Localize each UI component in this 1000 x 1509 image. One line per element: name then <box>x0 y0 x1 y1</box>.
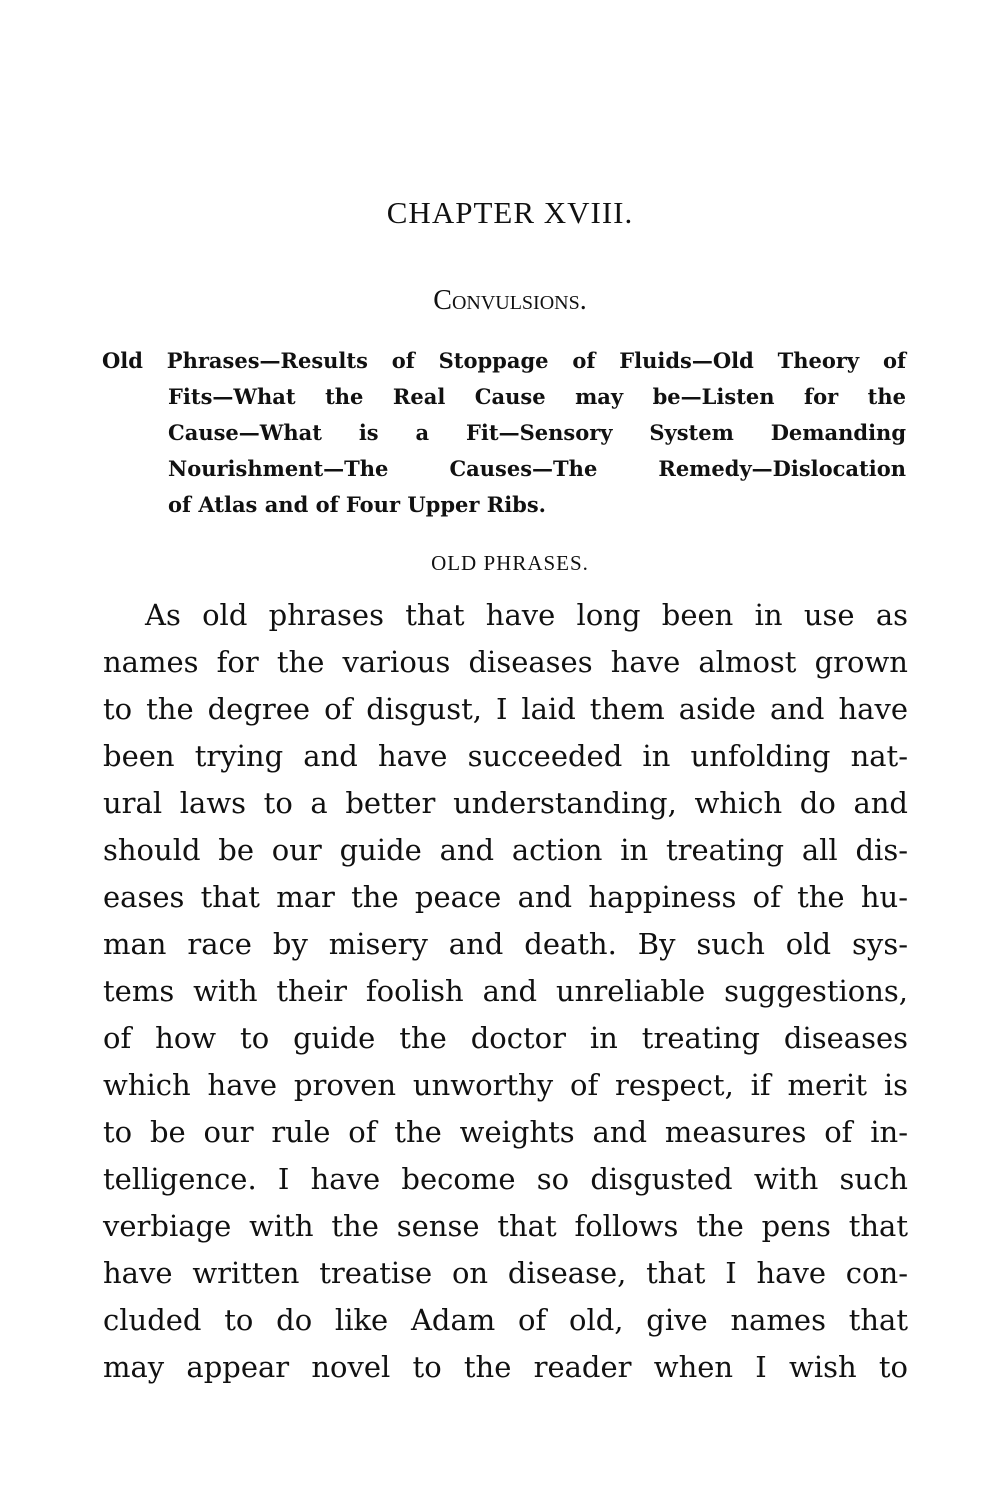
section-heading: OLD PHRASES. <box>431 551 589 575</box>
body-line: should be our guide and action in treating all dis- <box>103 833 908 867</box>
body-line: man race by misery and death. By such old sys- <box>103 927 908 961</box>
body-line: which have proven unworthy of respect, if merit is <box>103 1068 908 1102</box>
body-line: have written treatise on disease, that I have con- <box>103 1256 908 1290</box>
body-line: been trying and have succeeded in unfolding nat- <box>103 739 908 773</box>
body-line: to be our rule of the weights and measures of in- <box>103 1115 908 1149</box>
summary-line: Old Phrases—Results of Stoppage of Fluids—Old Theory of <box>102 348 906 373</box>
body-line: of how to guide the doctor in treating diseases <box>103 1021 908 1055</box>
chapter-title: Convulsions. <box>433 285 587 316</box>
body-line: tems with their foolish and unreliable suggestions, <box>103 974 908 1008</box>
body-line: to the degree of disgust, I laid them aside and have <box>103 692 908 726</box>
chapter-summary <box>102 343 906 523</box>
summary-line: Fits—What the Real Cause may be—Listen for the <box>168 384 906 409</box>
chapter-heading: CHAPTER XVIII. <box>386 195 634 230</box>
summary-line: of Atlas and of Four Upper Ribs. <box>168 492 546 517</box>
body-line: As old phrases that have long been in use as <box>145 598 908 632</box>
body-line: names for the various diseases have almost grown <box>103 645 908 679</box>
body-line: cluded to do like Adam of old, give names that <box>103 1303 908 1337</box>
body-line: telligence. I have become so disgusted with such <box>103 1162 908 1196</box>
summary-line: Nourishment—The Causes—The Remedy—Dislocation <box>168 456 906 481</box>
body-line: ural laws to a better understanding, which do and <box>103 786 908 820</box>
body-text <box>103 592 908 1391</box>
body-line: may appear novel to the reader when I wish to <box>103 1350 908 1384</box>
body-line: eases that mar the peace and happiness of the hu- <box>103 880 908 914</box>
body-line: verbiage with the sense that follows the pens that <box>103 1209 908 1243</box>
summary-line: Cause—What is a Fit—Sensory System Demanding <box>168 420 906 445</box>
